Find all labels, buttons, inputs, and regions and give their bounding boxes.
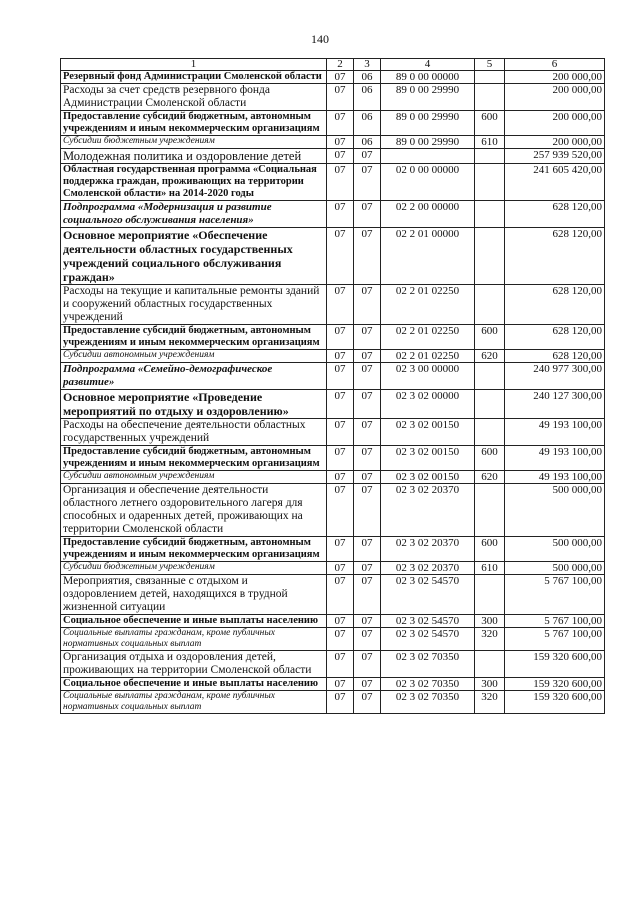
expense-type-cell: 610 xyxy=(475,136,505,149)
subsection-code-cell: 06 xyxy=(354,84,381,111)
expense-type-cell xyxy=(475,390,505,419)
subsection-code-cell: 06 xyxy=(354,136,381,149)
section-code-cell: 07 xyxy=(327,446,354,471)
table-row xyxy=(61,678,605,691)
amount-cell: 49 193 100,00 xyxy=(505,446,605,471)
expense-type-cell xyxy=(475,84,505,111)
row-name-cell: Расходы на обеспечение деятельности областных государственных учреждений xyxy=(61,419,327,446)
target-article-cell: 02 2 01 02250 xyxy=(381,325,475,350)
table-row xyxy=(61,136,605,149)
target-article-cell: 02 2 00 00000 xyxy=(381,201,475,228)
table-row xyxy=(61,71,605,84)
target-article-cell: 02 2 01 00000 xyxy=(381,228,475,285)
table-row xyxy=(61,562,605,575)
row-name-cell: Подпрограмма «Модернизация и развитие социального обслуживания населения» xyxy=(61,201,327,228)
target-article-cell: 02 3 02 20370 xyxy=(381,537,475,562)
subsection-code-cell: 07 xyxy=(354,575,381,615)
table-row xyxy=(61,575,605,615)
target-article-cell: 02 0 00 00000 xyxy=(381,164,475,201)
subsection-code-cell: 07 xyxy=(354,149,381,164)
section-code-cell: 07 xyxy=(327,651,354,678)
target-article-cell: 02 3 02 54570 xyxy=(381,615,475,628)
amount-cell: 159 320 600,00 xyxy=(505,651,605,678)
subsection-code-cell: 07 xyxy=(354,562,381,575)
target-article-cell: 02 2 01 02250 xyxy=(381,285,475,325)
table-row xyxy=(61,84,605,111)
target-article-cell: 02 3 02 54570 xyxy=(381,575,475,615)
section-code-cell: 07 xyxy=(327,471,354,484)
row-name-cell: Молодежная политика и оздоровление детей xyxy=(61,149,327,164)
section-code-cell: 07 xyxy=(327,164,354,201)
expense-type-cell: 620 xyxy=(475,350,505,363)
amount-cell: 49 193 100,00 xyxy=(505,419,605,446)
target-article-cell: 02 3 02 00150 xyxy=(381,419,475,446)
expense-type-cell: 320 xyxy=(475,691,505,714)
amount-cell: 628 120,00 xyxy=(505,285,605,325)
target-article-cell: 02 3 02 00150 xyxy=(381,471,475,484)
section-code-cell: 07 xyxy=(327,484,354,537)
target-article-cell: 89 0 00 29990 xyxy=(381,84,475,111)
amount-cell: 5 767 100,00 xyxy=(505,615,605,628)
target-article-cell: 89 0 00 29990 xyxy=(381,111,475,136)
subsection-code-cell: 07 xyxy=(354,537,381,562)
section-code-cell: 07 xyxy=(327,71,354,84)
amount-cell: 5 767 100,00 xyxy=(505,575,605,615)
table-row xyxy=(61,484,605,537)
row-name-cell: Субсидии бюджетным учреждениям xyxy=(61,562,327,575)
column-number-row xyxy=(61,59,605,71)
table-row xyxy=(61,149,605,164)
table-row xyxy=(61,615,605,628)
column-header: 6 xyxy=(505,59,605,71)
amount-cell: 200 000,00 xyxy=(505,136,605,149)
expense-type-cell: 300 xyxy=(475,678,505,691)
row-name-cell: Расходы за счет средств резервного фонда Администрации Смоленской области xyxy=(61,84,327,111)
row-name-cell: Организация отдыха и оздоровления детей, проживающих на территории Смоленской области xyxy=(61,651,327,678)
subsection-code-cell: 07 xyxy=(354,285,381,325)
target-article-cell: 02 3 02 20370 xyxy=(381,484,475,537)
target-article-cell: 02 3 02 20370 xyxy=(381,562,475,575)
subsection-code-cell: 07 xyxy=(354,228,381,285)
expense-type-cell: 300 xyxy=(475,615,505,628)
subsection-code-cell: 07 xyxy=(354,419,381,446)
subsection-code-cell: 07 xyxy=(354,678,381,691)
subsection-code-cell: 07 xyxy=(354,651,381,678)
row-name-cell: Субсидии автономным учреждениям xyxy=(61,350,327,363)
column-header: 5 xyxy=(475,59,505,71)
table-body xyxy=(61,71,605,714)
section-code-cell: 07 xyxy=(327,201,354,228)
table-row xyxy=(61,363,605,390)
amount-cell: 49 193 100,00 xyxy=(505,471,605,484)
table-row xyxy=(61,350,605,363)
amount-cell: 500 000,00 xyxy=(505,537,605,562)
amount-cell: 500 000,00 xyxy=(505,562,605,575)
expense-type-cell xyxy=(475,575,505,615)
row-name-cell: Основное мероприятие «Проведение мероприятий по отдыху и оздоровлению» xyxy=(61,390,327,419)
target-article-cell: 89 0 00 00000 xyxy=(381,71,475,84)
row-name-cell: Социальное обеспечение и иные выплаты населению xyxy=(61,615,327,628)
row-name-cell: Предоставление субсидий бюджетным, автономным учреждениям и иным некоммерческим организациям xyxy=(61,537,327,562)
row-name-cell: Резервный фонд Администрации Смоленской области xyxy=(61,71,327,84)
subsection-code-cell: 07 xyxy=(354,390,381,419)
row-name-cell: Основное мероприятие «Обеспечение деятельности областных государственных учреждений социального обслуживания граждан» xyxy=(61,228,327,285)
subsection-code-cell: 07 xyxy=(354,484,381,537)
amount-cell: 628 120,00 xyxy=(505,201,605,228)
target-article-cell: 02 3 02 70350 xyxy=(381,678,475,691)
section-code-cell: 07 xyxy=(327,537,354,562)
expense-type-cell xyxy=(475,651,505,678)
target-article-cell: 02 3 00 00000 xyxy=(381,363,475,390)
section-code-cell: 07 xyxy=(327,678,354,691)
row-name-cell: Подпрограмма «Семейно-демографическое развитие» xyxy=(61,363,327,390)
section-code-cell: 07 xyxy=(327,228,354,285)
section-code-cell: 07 xyxy=(327,562,354,575)
section-code-cell: 07 xyxy=(327,325,354,350)
row-name-cell: Социальное обеспечение и иные выплаты населению xyxy=(61,678,327,691)
amount-cell: 200 000,00 xyxy=(505,111,605,136)
subsection-code-cell: 07 xyxy=(354,164,381,201)
table-row xyxy=(61,285,605,325)
amount-cell: 200 000,00 xyxy=(505,71,605,84)
section-code-cell: 07 xyxy=(327,350,354,363)
table-row xyxy=(61,390,605,419)
expense-type-cell xyxy=(475,419,505,446)
target-article-cell: 89 0 00 29990 xyxy=(381,136,475,149)
expense-type-cell xyxy=(475,484,505,537)
row-name-cell: Социальные выплаты гражданам, кроме публичных нормативных социальных выплат xyxy=(61,691,327,714)
amount-cell: 159 320 600,00 xyxy=(505,678,605,691)
target-article-cell: 02 3 02 54570 xyxy=(381,628,475,651)
amount-cell: 241 605 420,00 xyxy=(505,164,605,201)
target-article-cell: 02 3 02 00150 xyxy=(381,446,475,471)
section-code-cell: 07 xyxy=(327,615,354,628)
table-row xyxy=(61,471,605,484)
row-name-cell: Предоставление субсидий бюджетным, автономным учреждениям и иным некоммерческим организациям xyxy=(61,111,327,136)
table-row xyxy=(61,111,605,136)
table-row xyxy=(61,201,605,228)
expense-type-cell xyxy=(475,228,505,285)
section-code-cell: 07 xyxy=(327,285,354,325)
subsection-code-cell: 07 xyxy=(354,628,381,651)
section-code-cell: 07 xyxy=(327,419,354,446)
row-name-cell: Субсидии автономным учреждениям xyxy=(61,471,327,484)
target-article-cell: 02 3 02 70350 xyxy=(381,691,475,714)
column-header: 3 xyxy=(354,59,381,71)
page-number: 140 xyxy=(311,32,329,46)
target-article-cell: 02 2 01 02250 xyxy=(381,350,475,363)
subsection-code-cell: 07 xyxy=(354,201,381,228)
section-code-cell: 07 xyxy=(327,84,354,111)
section-code-cell: 07 xyxy=(327,628,354,651)
row-name-cell: Мероприятия, связанные с отдыхом и оздоровлением детей, находящихся в трудной жизненной ситуации xyxy=(61,575,327,615)
expense-type-cell xyxy=(475,71,505,84)
subsection-code-cell: 07 xyxy=(354,363,381,390)
expense-type-cell: 320 xyxy=(475,628,505,651)
row-name-cell: Предоставление субсидий бюджетным, автономным учреждениям и иным некоммерческим организациям xyxy=(61,446,327,471)
column-header: 4 xyxy=(381,59,475,71)
row-name-cell: Расходы на текущие и капитальные ремонты зданий и сооружений областных государственных учреждений xyxy=(61,285,327,325)
row-name-cell: Субсидии бюджетным учреждениям xyxy=(61,136,327,149)
amount-cell: 159 320 600,00 xyxy=(505,691,605,714)
amount-cell: 240 127 300,00 xyxy=(505,390,605,419)
row-name-cell: Предоставление субсидий бюджетным, автономным учреждениям и иным некоммерческим организациям xyxy=(61,325,327,350)
table-row xyxy=(61,651,605,678)
expense-type-cell: 600 xyxy=(475,111,505,136)
column-header: 1 xyxy=(61,59,327,71)
table-row xyxy=(61,691,605,714)
expense-type-cell: 600 xyxy=(475,446,505,471)
amount-cell: 628 120,00 xyxy=(505,228,605,285)
amount-cell: 628 120,00 xyxy=(505,350,605,363)
amount-cell: 5 767 100,00 xyxy=(505,628,605,651)
section-code-cell: 07 xyxy=(327,149,354,164)
row-name-cell: Организация и обеспечение деятельности областного летнего оздоровительного лагеря для способных и одаренных детей, проживающих на территории Смоленской области xyxy=(61,484,327,537)
subsection-code-cell: 07 xyxy=(354,471,381,484)
expense-type-cell xyxy=(475,149,505,164)
expense-type-cell xyxy=(475,285,505,325)
section-code-cell: 07 xyxy=(327,363,354,390)
section-code-cell: 07 xyxy=(327,691,354,714)
table-row xyxy=(61,446,605,471)
subsection-code-cell: 06 xyxy=(354,71,381,84)
subsection-code-cell: 07 xyxy=(354,691,381,714)
row-name-cell: Социальные выплаты гражданам, кроме публичных нормативных социальных выплат xyxy=(61,628,327,651)
section-code-cell: 07 xyxy=(327,136,354,149)
table-row xyxy=(61,164,605,201)
expense-type-cell xyxy=(475,201,505,228)
table-row xyxy=(61,325,605,350)
section-code-cell: 07 xyxy=(327,390,354,419)
expense-type-cell: 600 xyxy=(475,537,505,562)
subsection-code-cell: 07 xyxy=(354,350,381,363)
subsection-code-cell: 06 xyxy=(354,111,381,136)
table-row xyxy=(61,419,605,446)
expense-type-cell: 620 xyxy=(475,471,505,484)
table-row xyxy=(61,537,605,562)
expense-type-cell: 600 xyxy=(475,325,505,350)
amount-cell: 500 000,00 xyxy=(505,484,605,537)
table-row xyxy=(61,628,605,651)
expense-type-cell xyxy=(475,164,505,201)
target-article-cell: 02 3 02 00000 xyxy=(381,390,475,419)
subsection-code-cell: 07 xyxy=(354,325,381,350)
section-code-cell: 07 xyxy=(327,111,354,136)
expense-type-cell: 610 xyxy=(475,562,505,575)
subsection-code-cell: 07 xyxy=(354,615,381,628)
subsection-code-cell: 07 xyxy=(354,446,381,471)
target-article-cell: 02 3 02 70350 xyxy=(381,651,475,678)
amount-cell: 628 120,00 xyxy=(505,325,605,350)
amount-cell: 257 939 520,00 xyxy=(505,149,605,164)
amount-cell: 200 000,00 xyxy=(505,84,605,111)
target-article-cell xyxy=(381,149,475,164)
column-header: 2 xyxy=(327,59,354,71)
expense-type-cell xyxy=(475,363,505,390)
amount-cell: 240 977 300,00 xyxy=(505,363,605,390)
budget-table xyxy=(60,58,605,714)
table-row xyxy=(61,228,605,285)
section-code-cell: 07 xyxy=(327,575,354,615)
row-name-cell: Областная государственная программа «Социальная поддержка граждан, проживающих на территории Смоленской области» на 2014-2020 годы xyxy=(61,164,327,201)
